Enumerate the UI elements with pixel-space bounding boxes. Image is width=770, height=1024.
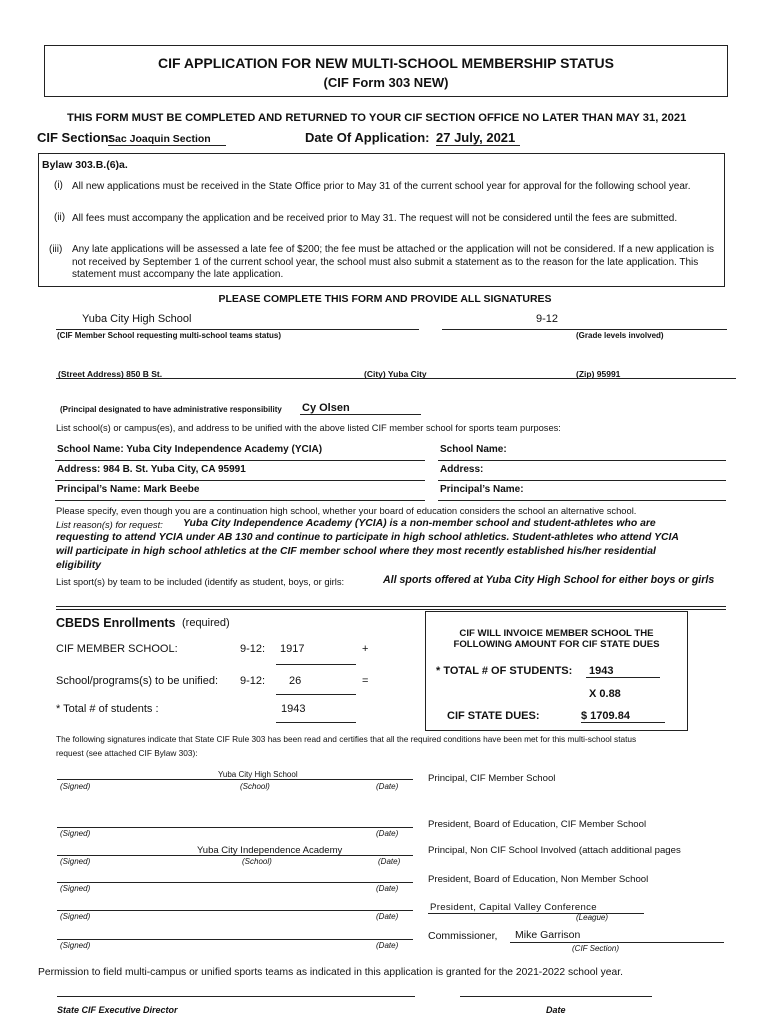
sig-role: President, Board of Education, Non Member School [428, 874, 649, 885]
cbeds-member-label: CIF MEMBER SCHOOL: [56, 643, 178, 655]
principal-value[interactable]: Cy Olsen [302, 402, 350, 414]
reasons-label: List reason(s) for request: [56, 519, 163, 530]
member-school-label: (CIF Member School requesting multi-school teams status) [57, 331, 282, 340]
cif-section-value[interactable]: Sac Joaquin Section [108, 133, 226, 146]
sig-date-label: (Date) [376, 829, 399, 838]
principal-label: (Principal designated to have administrative responsibility [60, 405, 282, 414]
member-school-name[interactable]: Yuba City High School [82, 313, 192, 325]
permission-text: Permission to field multi-campus or unified sports teams as indicated in this application is granted for the 2021-2022 school year. [38, 967, 623, 978]
certification-text: The following signatures indicate that State CIF Rule 303 has been read and certifies that all the required conditions have been met for this multi-school status [56, 734, 637, 744]
continuation-note: Please specify, even though you are a continuation high school, whether your board of education considers the school an alternative school. [56, 505, 637, 516]
cbeds-member-value[interactable]: 1917 [280, 643, 305, 655]
cbeds-total-value[interactable]: 1943 [281, 703, 306, 715]
unified-left-address[interactable]: Address: 984 B. St. Yuba City, CA 95991 [55, 462, 425, 481]
application-date-label: Date Of Application: [305, 130, 430, 145]
bylaw-item-num: (iii) [49, 244, 63, 255]
application-date-value[interactable]: 27 July, 2021 [436, 130, 520, 146]
cbeds-unified-grades: 9-12: [240, 675, 266, 687]
invoice-total-value[interactable]: 1943 [586, 665, 660, 678]
sig-league-label: (League) [576, 913, 609, 922]
form-title: CIF APPLICATION FOR NEW MULTI-SCHOOL MEMBERSHIP STATUS [157, 55, 615, 71]
sig-section-label: (CIF Section) [572, 944, 619, 953]
director-date-label: Date [546, 1005, 566, 1015]
cbeds-member-grades: 9-12: [240, 643, 266, 655]
reasons-line[interactable]: requesting to attend YCIA under AB 130 and continue to participate in high school athletics. Student-athletes who attend YCIA [56, 532, 679, 543]
sig-date-label: (Date) [378, 857, 401, 866]
form-subtitle: (CIF Form 303 NEW) [323, 75, 449, 90]
league-line [428, 913, 644, 914]
director-signature-line[interactable] [57, 996, 415, 997]
complete-notice: PLEASE COMPLETE THIS FORM AND PROVIDE ALL SIGNATURES [218, 293, 552, 305]
reasons-line[interactable]: eligibility [56, 560, 102, 571]
sig-role: Principal, CIF Member School [428, 773, 556, 784]
reasons-line[interactable]: will participate in high school athletics at the CIF member school where they most recently established his/her residential [56, 546, 656, 557]
sig-school-label: (School) [240, 782, 270, 791]
grade-levels-line [442, 329, 727, 330]
sports-value[interactable]: All sports offered at Yuba City High School for either boys or girls [383, 574, 715, 586]
sig-role: Principal, Non CIF School Involved (attach additional pages [428, 845, 681, 856]
bylaw-item-text: All fees must accompany the application and be received prior to May 31. The request will not be considered until the fees are submitted. [72, 213, 678, 224]
signature-line[interactable] [57, 939, 413, 940]
signature-line[interactable] [57, 855, 413, 856]
address-line [56, 378, 736, 379]
section-divider [56, 606, 726, 607]
cbeds-unified-value[interactable]: 26 [289, 675, 302, 687]
sig-signed-label: (Signed) [60, 782, 91, 791]
invoice-heading: CIF WILL INVOICE MEMBER SCHOOL THE [459, 628, 654, 639]
cbeds-plus: + [362, 643, 369, 655]
sig-date-label: (Date) [376, 912, 399, 921]
signature-line[interactable] [57, 882, 413, 883]
unified-left-principal[interactable]: Principal’s Name: Mark Beebe [55, 482, 425, 501]
commissioner-name[interactable]: Mike Garrison [515, 929, 581, 941]
principal-line [300, 414, 421, 415]
invoice-total-label: * TOTAL # OF STUDENTS: [436, 665, 573, 677]
sig-signed-label: (Signed) [60, 912, 91, 921]
cbeds-total-label: * Total # of students : [56, 703, 159, 715]
unified-right-principal[interactable]: Principal’s Name: [438, 482, 726, 501]
reasons-line[interactable]: Yuba City Independence Academy (YCIA) is a non-member school and student-athletes who are [183, 518, 656, 529]
commissioner-label: Commissioner, [428, 930, 498, 942]
director-label: State CIF Executive Director [57, 1005, 178, 1015]
sig-signed-label: (Signed) [60, 829, 91, 838]
signature-line[interactable] [57, 779, 413, 780]
invoice-multiplier: X 0.88 [589, 688, 621, 700]
cbeds-unified-line [276, 694, 356, 695]
sig-school-label: (School) [242, 857, 272, 866]
sig-signed-label: (Signed) [60, 884, 91, 893]
bylaw-item-num: (ii) [54, 212, 66, 223]
street-address[interactable]: (Street Address) 850 B St. [58, 369, 163, 379]
certification-text: request (see attached CIF Bylaw 303): [56, 748, 198, 758]
signature-line[interactable] [57, 910, 413, 911]
bylaw-item-text: All new applications must be received in the State Office prior to May 31 of the current school year for approval for the following school year. [72, 181, 691, 192]
sig-signed-label: (Signed) [60, 857, 91, 866]
bylaw-item-text: Any late applications will be assessed a late fee of $200; the fee must be attached or the application will not be considered. If a new application is not received by September 1 of the current school year, the school must also submit a statement as to the reason for the late application. This statement must accompany the late application. [72, 244, 715, 280]
director-date-line[interactable] [460, 996, 652, 997]
cbeds-total-line [276, 722, 356, 723]
sig-date-label: (Date) [376, 884, 399, 893]
cif-section-label: CIF Section: [37, 130, 113, 145]
unified-right-address[interactable]: Address: [438, 462, 726, 481]
cbeds-required: (required) [182, 617, 230, 629]
cbeds-member-line [276, 664, 356, 665]
bylaw-title: Bylaw 303.B.(6)a. [42, 159, 128, 171]
city[interactable]: (City) Yuba City [364, 369, 427, 379]
sig-date-label: (Date) [376, 941, 399, 950]
sig-date-label: (Date) [376, 782, 399, 791]
sports-label: List sport(s) by team to be included (identify as student, boys, or girls: [56, 576, 345, 587]
unified-right-school-name[interactable]: School Name: [438, 442, 726, 461]
sig-role: President, Capital Valley Conference [430, 902, 597, 913]
grade-levels-label: (Grade levels involved) [576, 331, 664, 340]
invoice-heading: FOLLOWING AMOUNT FOR CIF STATE DUES [453, 639, 660, 650]
signature-line[interactable] [57, 827, 413, 828]
sig-role: President, Board of Education, CIF Member School [428, 819, 647, 830]
deadline-notice: THIS FORM MUST BE COMPLETED AND RETURNED TO YOUR CIF SECTION OFFICE NO LATER THAN MAY 31, 2021 [67, 112, 687, 124]
member-school-line [56, 329, 419, 330]
sig-signed-label: (Signed) [60, 941, 91, 950]
section-divider [56, 609, 726, 610]
grade-levels-value[interactable]: 9-12 [536, 313, 559, 325]
unified-left-school-name[interactable]: School Name: Yuba City Independence Academy (YCIA) [55, 442, 425, 461]
sig-school-name: Yuba City Independence Academy [197, 845, 343, 856]
bylaw-item-num: (i) [54, 180, 63, 191]
cbeds-equals: = [362, 675, 369, 687]
cbeds-title: CBEDS Enrollments [56, 616, 176, 630]
list-schools-instruction: List school(s) or campus(es), and address to be unified with the above listed CIF member school for sports team purposes: [56, 423, 561, 433]
commissioner-line [510, 942, 724, 943]
invoice-dues-value[interactable]: $ 1709.84 [581, 710, 665, 723]
invoice-dues-label: CIF STATE DUES: [447, 710, 540, 722]
cbeds-unified-label: School/programs(s) to be unified: [56, 675, 219, 687]
sig-school-name: Yuba City High School [218, 770, 298, 779]
zip[interactable]: (Zip) 95991 [576, 369, 621, 379]
